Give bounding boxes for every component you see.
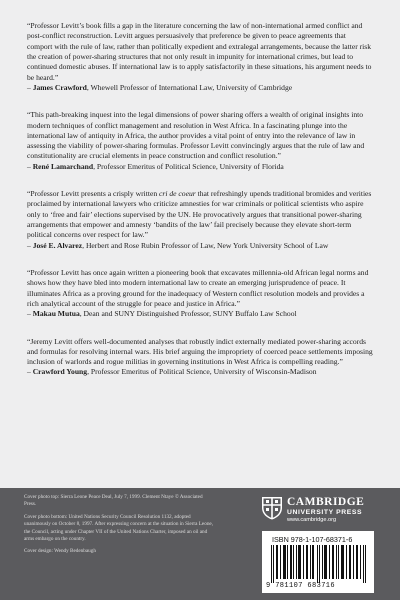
endorsement-attribution: – Makau Mutua, Dean and SUNY Distinguished Professor, SUNY Buffalo Law School (27, 309, 297, 319)
credit-top-photo: Cover photo top: Sierra Leone Peace Deal, July 7, 1999. Clement Ntaye © Associated Press. (24, 494, 203, 508)
endorsement-attribution: – José E. Alvarez, Herbert and Rose Rubin Professor of Law, New York University School of Law (27, 240, 329, 250)
endorsements (27, 21, 373, 395)
endorsement-attribution: – René Lamarchand, Professor Emeritus of Political Science, University of Florida (27, 161, 284, 171)
endorser-title: Herbert and Rose Rubin Professor of Law, New York University School of Law (85, 240, 329, 250)
publisher-url[interactable]: www.cambridge.org (287, 517, 337, 523)
endorser-title: Professor Emeritus of Political Science, University of Wisconsin-Madison (90, 367, 317, 377)
endorsement-lamarchand (27, 110, 373, 172)
endorser-name: René Lamarchand (32, 161, 94, 171)
endorsement-text: “Jeremy Levitt offers well-documented analyses that robustly indict externally mediated power-sharing accords and formulas for resolving internal wars. His brief arguing the impropriety of coerced peace settlements imposing inclusion of warlords and rogue militias in governing institutions in West Africa is compelling reading.” (27, 336, 373, 367)
endorser-name: José E. Alvarez (32, 240, 83, 250)
isbn-barcode (262, 531, 374, 593)
isbn-label: ISBN 978-1-107-68371-6 (272, 535, 353, 544)
endorsement-young (27, 337, 373, 378)
endorsement-attribution: – James Crawford, Whewell Professor of International Law, University of Cambridge (27, 82, 293, 92)
endorsement-text (27, 189, 373, 241)
endorsement-text: “Professor Levitt’s book fills a gap in the literature concerning the law of non-international armed conflict and post-conflict reconstruction. Levitt argues persuasively that preference be given to peace agreements that comport with the rule of law, rather than politically expedient and extralegal arrangements, because the latter risk the creation of power-sharing structures that not only result in impunity for international crimes, but lead to continued domestic abuses. If international law is to apply satisfactorily in these situations, his argument needs to be heard.” (27, 21, 372, 82)
credit-design: Cover design: Wendy Bedenbaugh (24, 548, 96, 555)
credit-bottom-photo: Cover photo bottom: United Nations Security Council Resolution 1132, adopted unanimously on October 8, 1997. After expressing concern at the situation in Sierra Leone, the Council, acting under Chapter VII of the United Nations Charter, imposed an oil and arms embargo on the country. (24, 513, 214, 542)
endorser-title: Dean and SUNY Distinguished Professor, SUNY Buffalo Law School (83, 309, 297, 319)
cover-credits (24, 494, 214, 561)
endorsement-alvarez (27, 189, 373, 251)
endorsement-attribution: – Crawford Young, Professor Emeritus of Political Science, University of Wisconsin-Madison (27, 367, 317, 377)
barcode-icon (271, 545, 367, 583)
endorsement-crawford (27, 21, 373, 93)
endorsement-text: “This path-breaking inquest into the legal dimensions of power sharing offers a wealth of original insights into modern techniques of conflict management and resolution in West Africa. In a fascinating plunge into the international law of antiquity in Africa, the author provides a vital point of entry into the relevance of law in assessing the viability of power-sharing formulas. Professor Levitt convincingly argues that the rule of law and constitutionality are crucial elements in peace construction and conflict resolution.” (27, 110, 365, 161)
cover-footer (0, 488, 400, 600)
cambridge-crest-icon (261, 496, 283, 520)
endorser-name: Crawford Young (32, 367, 88, 377)
endorser-title: Whewell Professor of International Law, University of Cambridge (90, 82, 293, 92)
barcode-digits: 9 781107 683716 (266, 582, 336, 590)
endorsement-mutua (27, 268, 373, 320)
endorser-name: James Crawford (32, 82, 87, 92)
endorsement-text-end: that refreshingly upends traditional bromides and verities proclaimed by international lawyers who criticize amnesties for war criminals or political scientists who aspire only to ‘free and fair’ elections supervised by the UN. He provocatively argues that transitional power-sharing arrangements that empower and amnesty ‘bandits of the law’ fail precisely because they elevate short-term political concerns over respect for law.” (27, 189, 372, 240)
endorsement-text-italic: cri de coeur (159, 189, 196, 199)
endorser-title: Professor Emeritus of Political Science, University of Florida (96, 161, 284, 171)
endorsement-text: “Professor Levitt has once again written a pioneering book that excavates millennia-old African legal norms and shows how they have bled into modern international law to create an emerging jurisprudence of peace. It illuminates Africa as a proving ground for the inadequacy of Western conflict resolution models and provides a rich analytical account of the struggle for peace and justice in Africa.” (27, 267, 369, 308)
publisher-name: CAMBRIDGE (287, 496, 365, 508)
endorsement-text-start: “Professor Levitt presents a crisply written (27, 189, 160, 199)
endorser-name: Makau Mutua (32, 309, 80, 319)
publisher-subtitle: UNIVERSITY PRESS (287, 509, 363, 516)
